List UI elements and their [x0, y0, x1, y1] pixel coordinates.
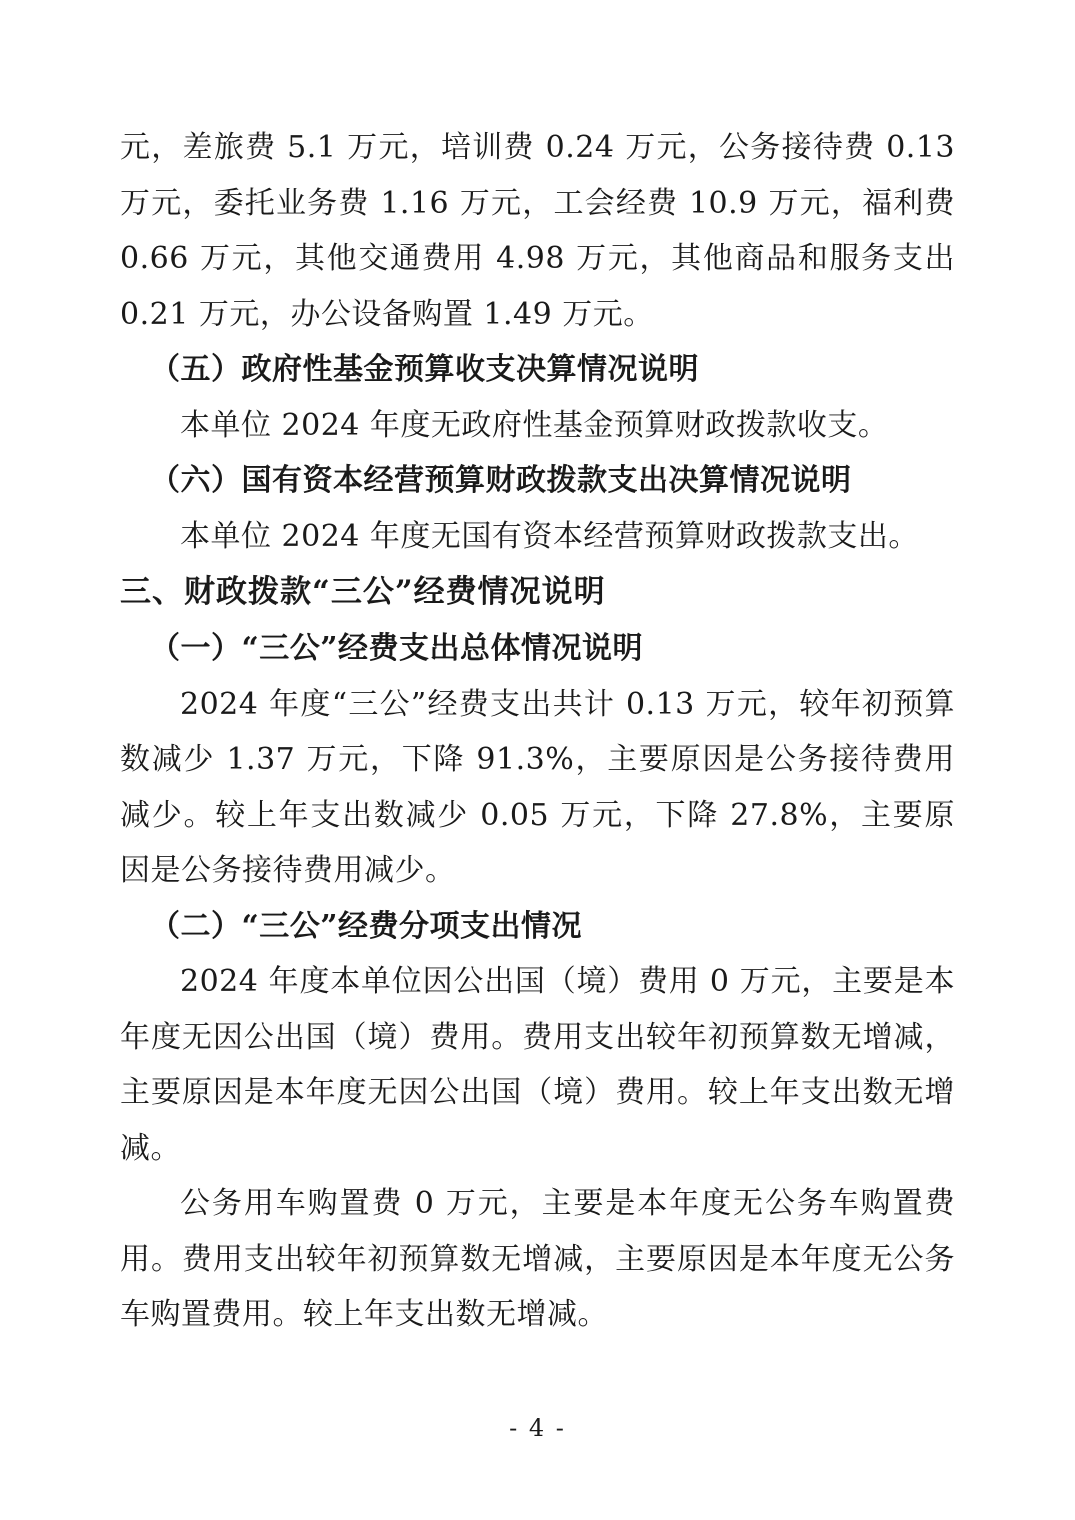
subsection-two-paragraph-1: 2024 年度本单位因公出国（境）费用 0 万元，主要是本年度无因公出国（境）费用。费用支出较年初预算数无增减，主要原因是本年度无因公出国（境）费用。较上年支出数无增减。: [120, 964, 955, 1166]
subsection-heading-one: （一）“三公”经费支出总体情况说明: [150, 631, 644, 667]
section-heading-three: 三、财政拨款“三公”经费情况说明: [120, 574, 606, 610]
continued-paragraph: 元，差旅费 5.1 万元，培训费 0.24 万元，公务接待费 0.13 万元，委托业务费 1.16 万元，工会经费 10.9 万元，福利费 0.66 万元，其他交通费用 4.98 万元，其他商品和服务支出 0.21 万元，办公设备购置 1.49 万元。: [120, 130, 955, 332]
section-six-paragraph: 本单位 2024 年度无国有资本经营预算财政拨款支出。: [180, 518, 919, 554]
page-number: - 4 -: [509, 1414, 566, 1442]
section-heading-six: （六）国有资本经营预算财政拨款支出决算情况说明: [150, 463, 852, 498]
subsection-one-paragraph: 2024 年度“三公”经费支出共计 0.13 万元，较年初预算数减少 1.37 万元，下降 91.3%，主要原因是公务接待费用减少。较上年支出数减少 0.05 万元，下降 27.8%，主要原因是公务接待费用减少。: [120, 686, 955, 889]
subsection-two-paragraph-2: 公务用车购置费 0 万元，主要是本年度无公务车购置费用。费用支出较年初预算数无增减，主要原因是本年度无公务车购置费用。较上年支出数无增减。: [120, 1186, 955, 1333]
section-heading-five: （五）政府性基金预算收支决算情况说明: [150, 352, 699, 387]
section-five-paragraph: 本单位 2024 年度无政府性基金预算财政拨款收支。: [180, 407, 889, 443]
subsection-heading-two: （二）“三公”经费分项支出情况: [150, 908, 583, 944]
